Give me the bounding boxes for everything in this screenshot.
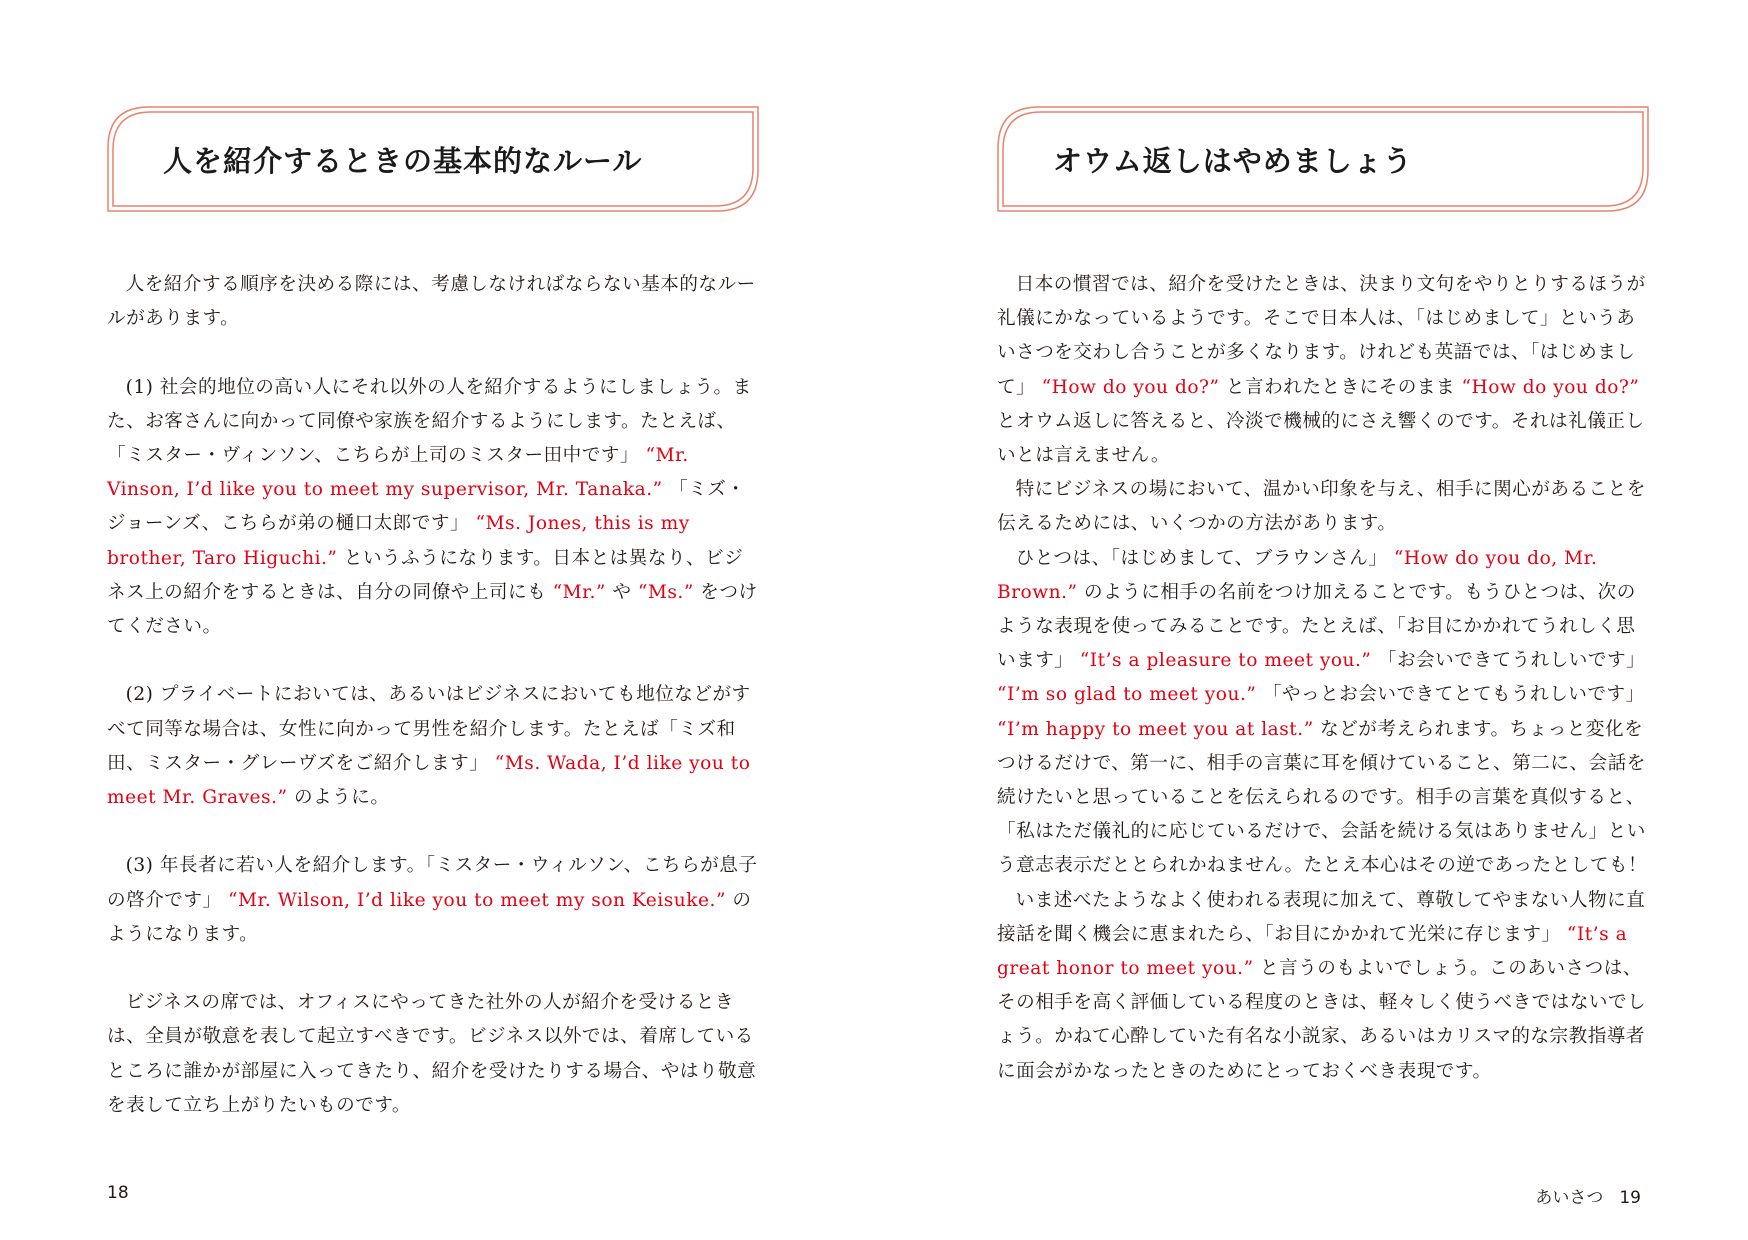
text-run: と言うのもよいでしょう。このあいさつは、その相手を高く評価している程度のときは、軽々しく使うべきではないでしょう。かねて心酔していた有名な小説家、あるいはカリスマ的な宗教指導者に面会がかなったときのためにとっておくべき表現です。 bbox=[997, 958, 1647, 1082]
right-body-text bbox=[997, 268, 1649, 1089]
page-number-left: 18 bbox=[107, 1183, 129, 1203]
text-run: などが考えられます。ちょっと変化をつけるだけで、第一に、相手の言葉に耳を傾けていること、第二に、会話を続けたいと思っていることを伝えられるのです。相手の言葉を真似すると、「私はただ儀礼的に応じているだけで、会話を続ける気はありません」という意志表示だととられかねません。たとえ本心はその逆であったとしても！ bbox=[997, 718, 1648, 877]
english-phrase: “Ms.” bbox=[631, 581, 701, 603]
text-run: というふうになります。日本とは異なり、ビジネス上の紹介をするときは、自分の同僚や上司にも bbox=[107, 547, 744, 603]
paragraph bbox=[107, 371, 759, 645]
text-run: いま述べたようなよく使われる表現に加えて、尊敬してやまない人物に直接話を聞く機会に恵まれたら、「お目にかかれて光栄に存じます」 bbox=[997, 889, 1646, 945]
text-run: や bbox=[612, 581, 632, 603]
english-phrase: “Ms. Jones, this is my brother, Taro Higuchi.” bbox=[107, 513, 690, 569]
paragraph bbox=[107, 849, 759, 952]
text-run: (2) プライベートにおいては、あるいはビジネスにおいても地位などがすべて同等な場合は、女性に向かって男性を紹介します。たとえば「ミズ和田、ミスター・グレーヴズをご紹介します」 bbox=[107, 684, 751, 774]
english-phrase: “How do you do, Mr. Brown.” bbox=[997, 547, 1598, 603]
text-run: (3) 年長者に若い人を紹介します。「ミスター・ウィルソン、こちらが息子の啓介です」 bbox=[107, 855, 758, 911]
english-phrase: “I’m happy to meet you at last.” bbox=[997, 718, 1321, 740]
english-phrase: “Mr. Wilson, I’d like you to meet my son Keisuke.” bbox=[221, 889, 733, 911]
text-run: と言われたときにそのまま bbox=[1225, 376, 1456, 398]
text-run: ひとつは、「はじめまして、ブラウンさん」 bbox=[1015, 547, 1388, 569]
left-page-title: 人を紹介するときの基本的なルール bbox=[163, 143, 643, 178]
english-phrase: “How do you do?” bbox=[1035, 376, 1226, 398]
text-run: 「お会いできてうれしいです」 bbox=[1377, 650, 1646, 672]
right-page-title: オウム返しはやめましょう bbox=[1053, 143, 1413, 178]
text-run: 人を紹介する順序を決める際には、考慮しなければならない基本的なルールがあります。 bbox=[107, 274, 756, 330]
text-run: (1) 社会的地位の高い人にそれ以外の人を紹介するようにしましょう。また、お客さんに向かって同僚や家族を紹介するようにします。たとえば、「ミスター・ヴィンソン、こちらが上司のミスター田中です」 bbox=[107, 376, 752, 466]
text-run: 日本の慣習では、紹介を受けたときは、決まり文句をやりとりするほうが礼儀にかなっているようです。そこで日本人は、「はじめまして」というあいさつを交わし合うことが多くなります。けれども英語では、「はじめまして」 bbox=[997, 274, 1646, 398]
paragraph bbox=[107, 268, 759, 336]
text-run: のようになります。 bbox=[107, 889, 752, 945]
paragraph bbox=[107, 986, 759, 1123]
english-phrase: “Ms. Wada, I’d like you to meet Mr. Graves.” bbox=[107, 752, 751, 809]
paragraph bbox=[107, 678, 759, 815]
left-title-box bbox=[107, 106, 759, 212]
text-run: 特にビジネスの場において、温かい印象を与え、相手に関心があることを伝えるためには、いくつかの方法があります。 bbox=[997, 479, 1646, 535]
right-title-box bbox=[997, 106, 1649, 212]
text-run: のように相手の名前をつけ加えることです。もうひとつは、次のような表現を使ってみることです。たとえば、「お目にかかれてうれしく思います」 bbox=[997, 581, 1636, 672]
text-run: 「ミズ・ジョーンズ、こちらが弟の樋口太郎です」 bbox=[107, 479, 746, 535]
section-label: あいさつ bbox=[1535, 1188, 1604, 1208]
english-phrase: “How do you do?” bbox=[1455, 376, 1640, 398]
text-run: ビジネスの席では、オフィスにやってきた社外の人が紹介を受けるときは、全員が敬意を表して起立すべきです。ビジネス以外では、着席しているところに誰かが部屋に入ってきたり、紹介を受けたりする場合、やはり敬意を表して立ち上がりたいものです。 bbox=[107, 992, 757, 1116]
english-phrase: “Mr.” bbox=[546, 581, 613, 603]
english-phrase: “I’m so glad to meet you.” bbox=[997, 684, 1263, 706]
text-run: 「やっとお会いできてとてもうれしいです」 bbox=[1262, 684, 1645, 706]
paragraph bbox=[997, 884, 1649, 1089]
right-page bbox=[874, 0, 1748, 1240]
english-phrase: “It’s a great honor to meet you.” bbox=[997, 923, 1628, 980]
paragraph bbox=[997, 473, 1649, 541]
text-run: をつけてください。 bbox=[107, 581, 758, 638]
left-body-text bbox=[107, 268, 759, 1123]
page-number-right: 19 bbox=[1619, 1188, 1641, 1208]
text-run: のように。 bbox=[293, 787, 390, 809]
paragraph bbox=[997, 268, 1649, 473]
english-phrase: “It’s a pleasure to meet you.” bbox=[1073, 650, 1378, 672]
running-footer-right bbox=[1535, 1183, 1641, 1208]
english-phrase: “Mr. Vinson, I’d like you to meet my supervisor, Mr. Tanaka.” bbox=[107, 445, 689, 501]
paragraph bbox=[997, 542, 1649, 884]
text-run: とオウム返しに答えると、冷淡で機械的にさえ響くのです。それは礼儀正しいとは言えません。 bbox=[997, 410, 1645, 467]
